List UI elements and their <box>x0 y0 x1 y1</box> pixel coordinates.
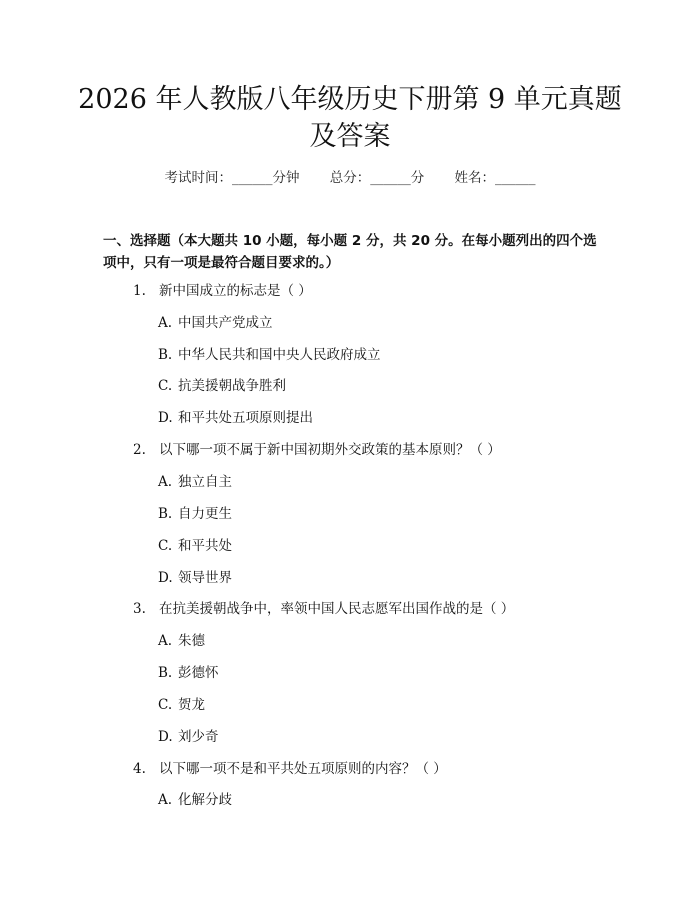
option-letter: D. <box>158 729 173 745</box>
option-letter: B. <box>158 506 173 522</box>
option-text: 朱德 <box>178 633 205 649</box>
option-letter: B. <box>158 665 173 681</box>
option-letter: C. <box>158 697 173 713</box>
option-letter: A. <box>158 633 173 649</box>
q3-option-a <box>158 631 205 651</box>
question-text: 新中国成立的标志是（ ） <box>159 283 312 299</box>
q1-option-b <box>158 345 381 365</box>
question-number: 1. <box>133 283 146 299</box>
option-text: 化解分歧 <box>178 792 232 808</box>
question-text: 以下哪一项不属于新中国初期外交政策的基本原则？（ ） <box>159 442 501 458</box>
q1-option-c <box>158 376 286 396</box>
q3-option-d <box>158 727 219 747</box>
question-2 <box>133 440 501 460</box>
option-letter: D. <box>158 410 173 426</box>
section-heading-line2: 项中，只有一项是最符合题目要求的。） <box>103 255 340 271</box>
student-name: 姓名：______ <box>454 170 536 186</box>
option-text: 自力更生 <box>178 506 232 522</box>
option-letter: D. <box>158 570 173 586</box>
document-title-line1: 2026 年人教版八年级历史下册第 9 单元真题 <box>78 84 622 115</box>
option-text: 中华人民共和国中央人民政府成立 <box>178 347 381 363</box>
question-1 <box>133 281 312 301</box>
option-text: 贺龙 <box>178 697 205 713</box>
option-text: 独立自主 <box>178 474 232 490</box>
q2-option-c <box>158 536 232 556</box>
option-letter: A. <box>158 315 173 331</box>
question-3 <box>133 599 514 619</box>
question-number: 3. <box>133 601 146 617</box>
option-text: 抗美援朝战争胜利 <box>178 378 286 394</box>
question-4 <box>133 759 447 779</box>
q2-option-b <box>158 504 232 524</box>
total-score: 总分：______分 <box>329 170 425 186</box>
q4-option-a <box>158 790 232 810</box>
q1-option-a <box>158 313 273 333</box>
document-title-line2: 及答案 <box>309 121 391 152</box>
option-text: 领导世界 <box>178 570 232 586</box>
exam-meta <box>0 168 700 188</box>
option-letter: C. <box>158 538 173 554</box>
question-number: 2. <box>133 442 146 458</box>
option-letter: B. <box>158 347 173 363</box>
q1-option-d <box>158 408 313 428</box>
q3-option-b <box>158 663 219 683</box>
q3-option-c <box>158 695 205 715</box>
option-letter: C. <box>158 378 173 394</box>
option-letter: A. <box>158 792 173 808</box>
question-text: 以下哪一项不是和平共处五项原则的内容？（ ） <box>159 761 447 777</box>
option-letter: A. <box>158 474 173 490</box>
option-text: 和平共处五项原则提出 <box>178 410 313 426</box>
option-text: 刘少奇 <box>178 729 219 745</box>
exam-time: 考试时间：______分钟 <box>164 170 300 186</box>
section-heading-line1: 一、选择题（本大题共 10 小题，每小题 2 分，共 20 分。在每小题列出的四个选 <box>103 233 597 249</box>
option-text: 中国共产党成立 <box>178 315 273 331</box>
question-number: 4. <box>133 761 146 777</box>
question-text: 在抗美援朝战争中，率领中国人民志愿军出国作战的是（ ） <box>159 601 515 617</box>
option-text: 和平共处 <box>178 538 232 554</box>
q2-option-a <box>158 472 232 492</box>
q2-option-d <box>158 568 232 588</box>
option-text: 彭德怀 <box>178 665 219 681</box>
